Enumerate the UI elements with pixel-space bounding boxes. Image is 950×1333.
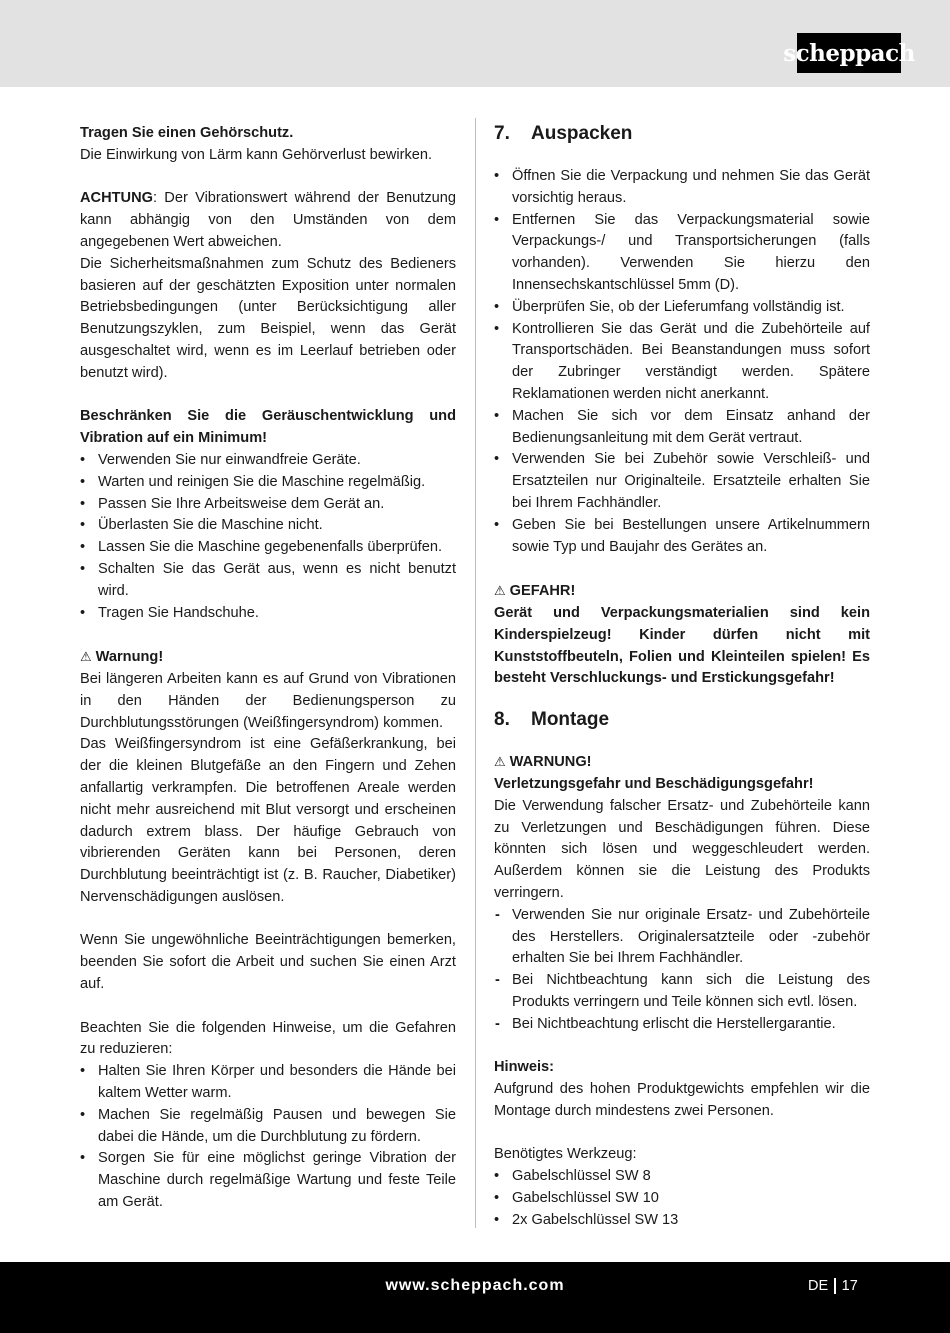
section-8-heading (494, 709, 870, 731)
list-item: • Sorgen Sie für eine möglichst geringe Vibration der Maschine durch regelmäßige Wartung und feste Teile am Gerät. (80, 1148, 456, 1213)
warning-paragraph-2: Das Weißfingersyndrom ist eine Gefäßerkrankung, bei der die kleinen Blutgefäße an den Fingern und Zehen anfallartig verkrampfen. Die betroffenen Areale werden nicht mehr ausreichend mit Blut versorgt und erscheinen dadurch extrem blass. Der häufige Gebrauch von vibrierenden Geräten kann bei Personen, deren Durchblutung beeinträchtigt ist (z. B. Raucher, Diabetiker) Nervenschädigungen auslösen. (80, 736, 456, 905)
danger-heading (494, 580, 870, 603)
list-item: • Kontrollieren Sie das Gerät und die Zubehörteile auf Transportschäden. Bei Beanstandungen muss sofort der Zubringer verständigt werden. Spätere Reklamationen werden nicht anerkannt. (494, 319, 870, 406)
unpack-list (494, 166, 870, 558)
list-item: - Bei Nichtbeachtung kann sich die Leistung des Produkts verringern und Teile können sich evtl. lösen. (494, 970, 870, 1014)
warning-heading-left (80, 646, 456, 669)
hints-intro: Beachten Sie die folgenden Hinweise, um die Gefahren zu reduzieren: (80, 1019, 456, 1058)
warning-heading-right (494, 751, 870, 774)
website-link[interactable]: www.scheppach.com (385, 1277, 565, 1294)
list-item: • Machen Sie regelmäßig Pausen und bewegen Sie dabei die Hände, um die Durchblutung zu fördern. (80, 1105, 456, 1149)
minimize-heading: Beschränken Sie die Geräuschentwicklung und Vibration auf ein Minimum! (80, 408, 456, 447)
list-item: • Passen Sie Ihre Arbeitsweise dem Gerät an. (80, 494, 456, 516)
hearing-protection-text: Die Einwirkung von Lärm kann Gehörverlust bewirken. (80, 146, 433, 163)
brand-logo (783, 33, 915, 73)
list-item: • Geben Sie bei Bestellungen unsere Artikelnummern sowie Typ und Baujahr des Gerätes an. (494, 515, 870, 559)
hearing-protection-heading: Tragen Sie einen Gehörschutz. (80, 125, 294, 141)
unusual-impairment-paragraph: Wenn Sie ungewöhnliche Beeinträchtigungen bemerken, beenden Sie sofort die Arbeit und suchen Sie einen Arzt auf. (80, 932, 456, 993)
list-item: • Entfernen Sie das Verpackungsmaterial sowie Verpackungs-/ und Transportsicherungen (falls vorhanden). Verwenden Sie hierzu den Innensechskantschlüssel 5mm (D). (494, 210, 870, 297)
warning-text: Die Verwendung falscher Ersatz- und Zubehörteile kann zu Verletzungen und Beschädigungen führen. Diese könnten sich lösen und weggeschleudert werden. Außerdem können sie die Leistung des Produkts verringern. (494, 797, 870, 901)
list-item: • Lassen Sie die Maschine gegebenenfalls überprüfen. (80, 537, 456, 559)
language-code: DE (808, 1278, 829, 1294)
list-item: • Gabelschlüssel SW 10 (494, 1188, 870, 1210)
hints-list (80, 1061, 456, 1214)
section-7-heading (494, 123, 870, 145)
list-item: • Halten Sie Ihren Körper und besonders die Hände bei kaltem Wetter warm. (80, 1061, 456, 1105)
list-item: • Verwenden Sie nur einwandfreie Geräte. (80, 450, 456, 472)
tools-list (494, 1166, 870, 1231)
page-indicator (808, 1278, 858, 1294)
section-7-title: Auspacken (531, 123, 633, 144)
left-column (80, 123, 456, 1214)
warning-subheading: Verletzungsgefahr und Beschädigungsgefahr! (494, 775, 814, 792)
list-item: - Bei Nichtbeachtung erlischt die Herstellergarantie. (494, 1014, 870, 1036)
list-item: • Tragen Sie Handschuhe. (80, 603, 456, 625)
attention-paragraph (80, 188, 456, 253)
footer-band (0, 1262, 950, 1333)
logo-text: scheppach (783, 39, 915, 67)
note-heading: Hinweis: (494, 1059, 555, 1076)
note-text: Aufgrund des hohen Produktgewichts empfehlen wir die Montage durch mindestens zwei Personen. (494, 1081, 870, 1119)
section-7-number: 7. (494, 123, 510, 144)
tools-heading: Benötigtes Werkzeug: (494, 1146, 637, 1163)
warning-paragraph-1: Bei längeren Arbeiten kann es auf Grund von Vibrationen in den Händen der Bedienungsperson zu Durchblutungsstörungen (Weißfingersyndrom) kommen. (80, 670, 456, 731)
attention-text: : Der Vibrationswert während der Benutzung kann abhängig von den Umständen von dem angegebenen Wert abweichen. (80, 190, 456, 250)
minimize-list (80, 450, 456, 624)
right-column (494, 123, 870, 1232)
danger-heading-text: GEFAHR! (509, 583, 576, 600)
section-8-title: Montage (531, 709, 610, 731)
warning-triangle-icon: ⚠ (80, 649, 92, 665)
list-item: • Machen Sie sich vor dem Einsatz anhand der Bedienungsanleitung mit dem Gerät vertraut. (494, 406, 870, 450)
page-number: 17 (841, 1278, 858, 1294)
list-item: • Überlasten Sie die Maschine nicht. (80, 515, 456, 537)
list-item: • Verwenden Sie bei Zubehör sowie Verschleiß- und Ersatzteilen nur Originalteile. Ersatzteile erhalten Sie bei Ihrem Fachhändler. (494, 449, 870, 514)
danger-text: Gerät und Verpackungsmaterialien sind kein Kinderspielzeug! Kinder dürfen nicht mit Kunststoffbeuteln, Folien und Kleinteilen spielen! Es besteht Verschluckungs- und Erstickungsgefahr! (494, 604, 870, 687)
list-item: • Überprüfen Sie, ob der Lieferumfang vollständig ist. (494, 297, 870, 319)
warning-triangle-icon: ⚠ (494, 754, 506, 770)
spare-parts-list (494, 905, 870, 1036)
list-item: - Verwenden Sie nur originale Ersatz- und Zubehörteile des Herstellers. Originalersatzteile oder -zubehör erhalten Sie bei Ihrem Fachhändler. (494, 905, 870, 970)
page-separator (834, 1278, 836, 1294)
warning-heading-text: Warnung! (95, 649, 164, 666)
column-divider (475, 118, 476, 1228)
list-item: • 2x Gabelschlüssel SW 13 (494, 1210, 870, 1232)
safety-measures-paragraph: Die Sicherheitsmaßnahmen zum Schutz des Bedieners basieren auf der geschätzten Exposition unter normalen Betriebsbedingungen (unter Berücksichtigung aller Benutzungszyklen, zum Beispiel, wenn das Gerät ausgeschaltet wird, wenn es im Leerlauf betrieben oder benutzt wird). (80, 255, 456, 381)
list-item: • Gabelschlüssel SW 8 (494, 1166, 870, 1188)
warning-heading-text: WARNUNG! (509, 754, 592, 771)
list-item: • Schalten Sie das Gerät aus, wenn es nicht benutzt wird. (80, 559, 456, 603)
section-8-number: 8. (494, 709, 510, 731)
list-item: • Warten und reinigen Sie die Maschine regelmäßig. (80, 472, 456, 494)
warning-triangle-icon: ⚠ (494, 583, 506, 599)
attention-label: ACHTUNG (80, 190, 153, 207)
list-item: • Öffnen Sie die Verpackung und nehmen Sie das Gerät vorsichtig heraus. (494, 166, 870, 210)
